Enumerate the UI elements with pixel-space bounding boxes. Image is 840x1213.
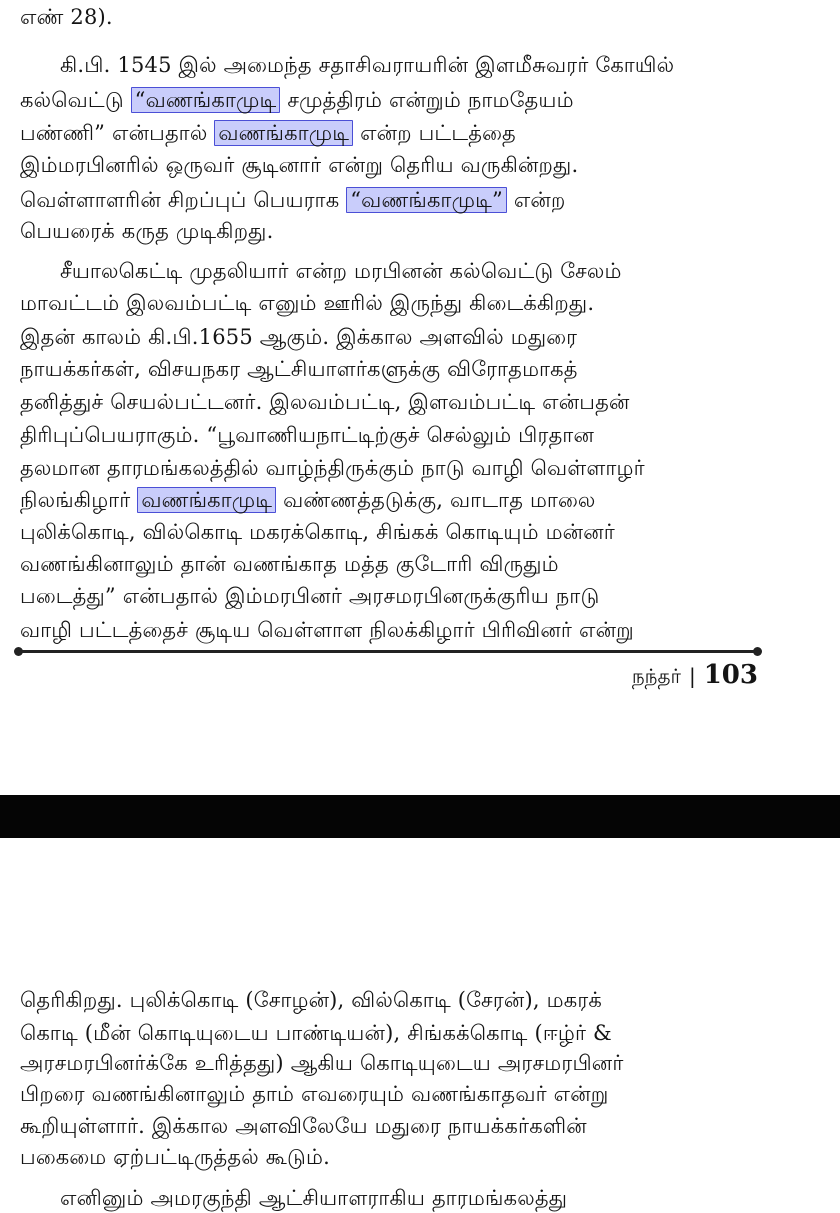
text-line: தெரிகிறது. புலிக்கொடி (சோழன்), வில்கொடி (சேரன்), மகரக்: [20, 988, 603, 1012]
text-line: தலமான தாரமங்கலத்தில் வாழ்ந்திருக்கும் நாடு வாழி வெள்ளாழர்: [20, 456, 645, 480]
text-line: [20, 118, 820, 148]
text-line: எண் 28).: [20, 5, 113, 29]
text-segment: என்ற: [506, 188, 566, 212]
text-segment: கல்வெட்டு: [20, 88, 131, 112]
text-line: தனித்துச் செயல்பட்டனர். இலவம்பட்டி, இளவம்பட்டி என்பதன்: [20, 390, 630, 414]
text-segment: வெள்ளாளரின் சிறப்புப் பெயராக: [20, 188, 347, 212]
text-line: [20, 185, 820, 215]
bottom-page: [0, 838, 840, 1210]
search-highlight: வணங்காமுடி: [214, 120, 353, 146]
text-line: கி.பி. 1545 இல் அமைந்த சதாசிவராயரின் இளமீசுவரர் கோயில்: [60, 53, 675, 77]
text-line: படைத்து” என்பதால் இம்மரபினர் அரசமரபினருக்குரிய நாடு: [20, 584, 600, 608]
text-line: இதன் காலம் கி.பி.1655 ஆகும். இக்கால அளவில் மதுரை: [20, 325, 578, 349]
search-highlight: “வணங்காமுடி”: [346, 187, 507, 213]
text-line: எனினும் அமரகுந்தி ஆட்சியாளராகிய தாரமங்கலத்து: [60, 1186, 568, 1210]
text-line: பிறரை வணங்கினாலும் தாம் எவரையும் வணங்காதவர் என்று: [20, 1082, 609, 1106]
text-line: [20, 485, 820, 515]
text-line: வணங்கினாலும் தான் வணங்காத மத்த குடோரி விருதும்: [20, 552, 559, 576]
text-line: பகைமை ஏற்பட்டிருத்தல் கூடும்.: [20, 1145, 330, 1169]
text-line: கூறியுள்ளார். இக்கால அளவிலேயே மதுரை நாயக்கர்களின்: [20, 1114, 587, 1138]
page-footer: [632, 660, 758, 691]
text-line: [20, 85, 820, 115]
text-segment: சமுத்திரம் என்றும் நாமதேயம்: [280, 88, 574, 112]
footer-separator: |: [688, 664, 696, 688]
page-divider-band: [0, 795, 840, 838]
text-segment: நிலங்கிழார்: [20, 488, 138, 512]
text-segment: வண்ணத்தடுக்கு, வாடாத மாலை: [276, 488, 596, 512]
text-line: வாழி பட்டத்தைச் சூடிய வெள்ளாள நிலக்கிழார் பிரிவினர் என்று: [20, 618, 634, 642]
text-line: கொடி (மீன் கொடியுடைய பாண்டியன்), சிங்கக்கொடி (ஈழ்ர் &: [20, 1021, 612, 1045]
search-highlight: வணங்காமுடி: [137, 487, 276, 513]
page-bottom-rule: [18, 650, 758, 653]
text-line: மாவட்டம் இலவம்பட்டி எனும் ஊரில் இருந்து கிடைக்கிறது.: [20, 291, 595, 315]
text-segment: என்ற பட்டத்தை: [353, 121, 516, 145]
search-highlight: “வணங்காமுடி: [131, 87, 281, 113]
page-number: 103: [703, 660, 758, 690]
text-line: பெயரைக் கருத முடிகிறது.: [20, 219, 274, 243]
text-line: அரசமரபினர்க்கே உரித்தது) ஆகிய கொடியுடைய அரசமரபினர்: [20, 1051, 624, 1075]
text-line: திரிபுப்பெயராகும். “பூவாணியநாட்டிற்குச் செல்லும் பிரதான: [20, 423, 595, 447]
text-line: சீயாலகெட்டி முதலியார் என்ற மரபினன் கல்வெட்டு சேலம்: [60, 259, 622, 283]
text-line: புலிக்கொடி, வில்கொடி மகரக்கொடி, சிங்கக் கொடியும் மன்னர்: [20, 520, 615, 544]
text-line: நாயக்கர்கள், விசயநகர ஆட்சியாளர்களுக்கு விரோதமாகத்: [20, 357, 578, 381]
text-segment: பண்ணி” என்பதால்: [20, 121, 215, 145]
text-line: இம்மரபினரில் ஒருவர் சூடினார் என்று தெரிய வருகின்றது.: [20, 153, 579, 177]
footer-book-title: நந்தர்: [631, 664, 681, 688]
